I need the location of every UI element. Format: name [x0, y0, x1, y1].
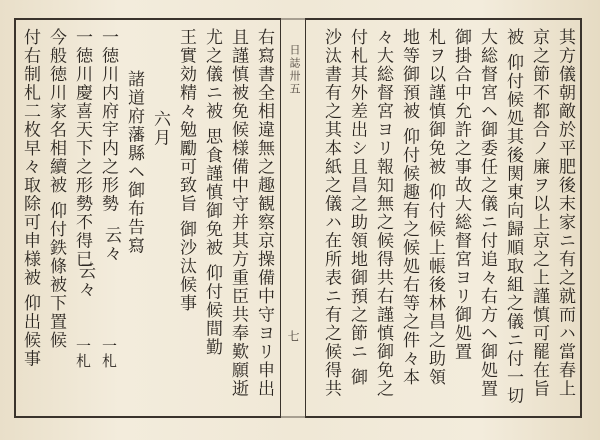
left-column-item-1: 一徳川内府宇内之形勢: [98, 28, 118, 213]
left-column-2: 且謹慎被免候様備中守并其方重臣共奉歎願逝: [228, 28, 248, 398]
left-bottom-tag-1: 一札: [100, 338, 118, 368]
left-column-heading: 諸道府藩縣ヘ御布告寫: [124, 70, 144, 255]
right-column-10: 沙汰書有之其本紙之儀ハ在所表ニ有之候得共: [321, 28, 341, 398]
left-column-3: 尤之儀ニ被 思食謹慎御免被 仰付候間勤: [202, 28, 222, 357]
left-column-1: 右寫書全相違無之趣観察京操備中守ヨリ申出: [254, 28, 274, 398]
left-column-10: 付右制札二枚早々取除可申様被 仰出候事: [20, 28, 40, 368]
left-bottom-tag-2: 一札: [74, 338, 92, 368]
right-column-8: 々大総督宮ヨリ報知無之候得共右謹慎御免之: [373, 28, 393, 398]
right-column-2: 京之節不都合ノ廉ヲ以上京之上謹慎可罷在旨: [529, 28, 549, 398]
right-column-1: 其方儀朝敵於平肥後末家ニ有之就而ハ當春上: [555, 28, 575, 398]
left-small-note-1: 云々: [101, 226, 121, 263]
right-column-6: 札ヲ以謹慎御免被 仰付候上帳後林昌之助領: [425, 28, 445, 387]
margin-title: 日誌卅五: [288, 44, 301, 96]
left-column-4: 王實効精々勉勵可致旨 御沙汰候事: [176, 28, 196, 313]
right-column-7: 地等御預被 仰付候趣有之候処右等之件々本: [399, 28, 419, 387]
left-column-9: 今般徳川家名相續被 仰付鉄條被下置候: [46, 28, 66, 350]
right-column-4: 大総督宮ヘ御委任之儀ニ付追々右方ヘ御処置: [477, 28, 497, 398]
left-small-note-2: 云々: [75, 262, 95, 299]
right-column-9: 付札其外差出シ且昌之助領地御預之節ニ 御: [347, 28, 367, 387]
page-number: 七: [286, 330, 300, 342]
right-column-3: 被 仰付候処其後関東向歸順取組之儀ニ付一切: [503, 28, 523, 405]
left-column-item-2: 一徳川慶喜天下之形勢不得已: [72, 28, 92, 269]
right-column-5: 御掛合中允許之事故大総督宮ヨリ御処置: [451, 28, 471, 361]
left-column-date: 六月: [150, 110, 170, 147]
